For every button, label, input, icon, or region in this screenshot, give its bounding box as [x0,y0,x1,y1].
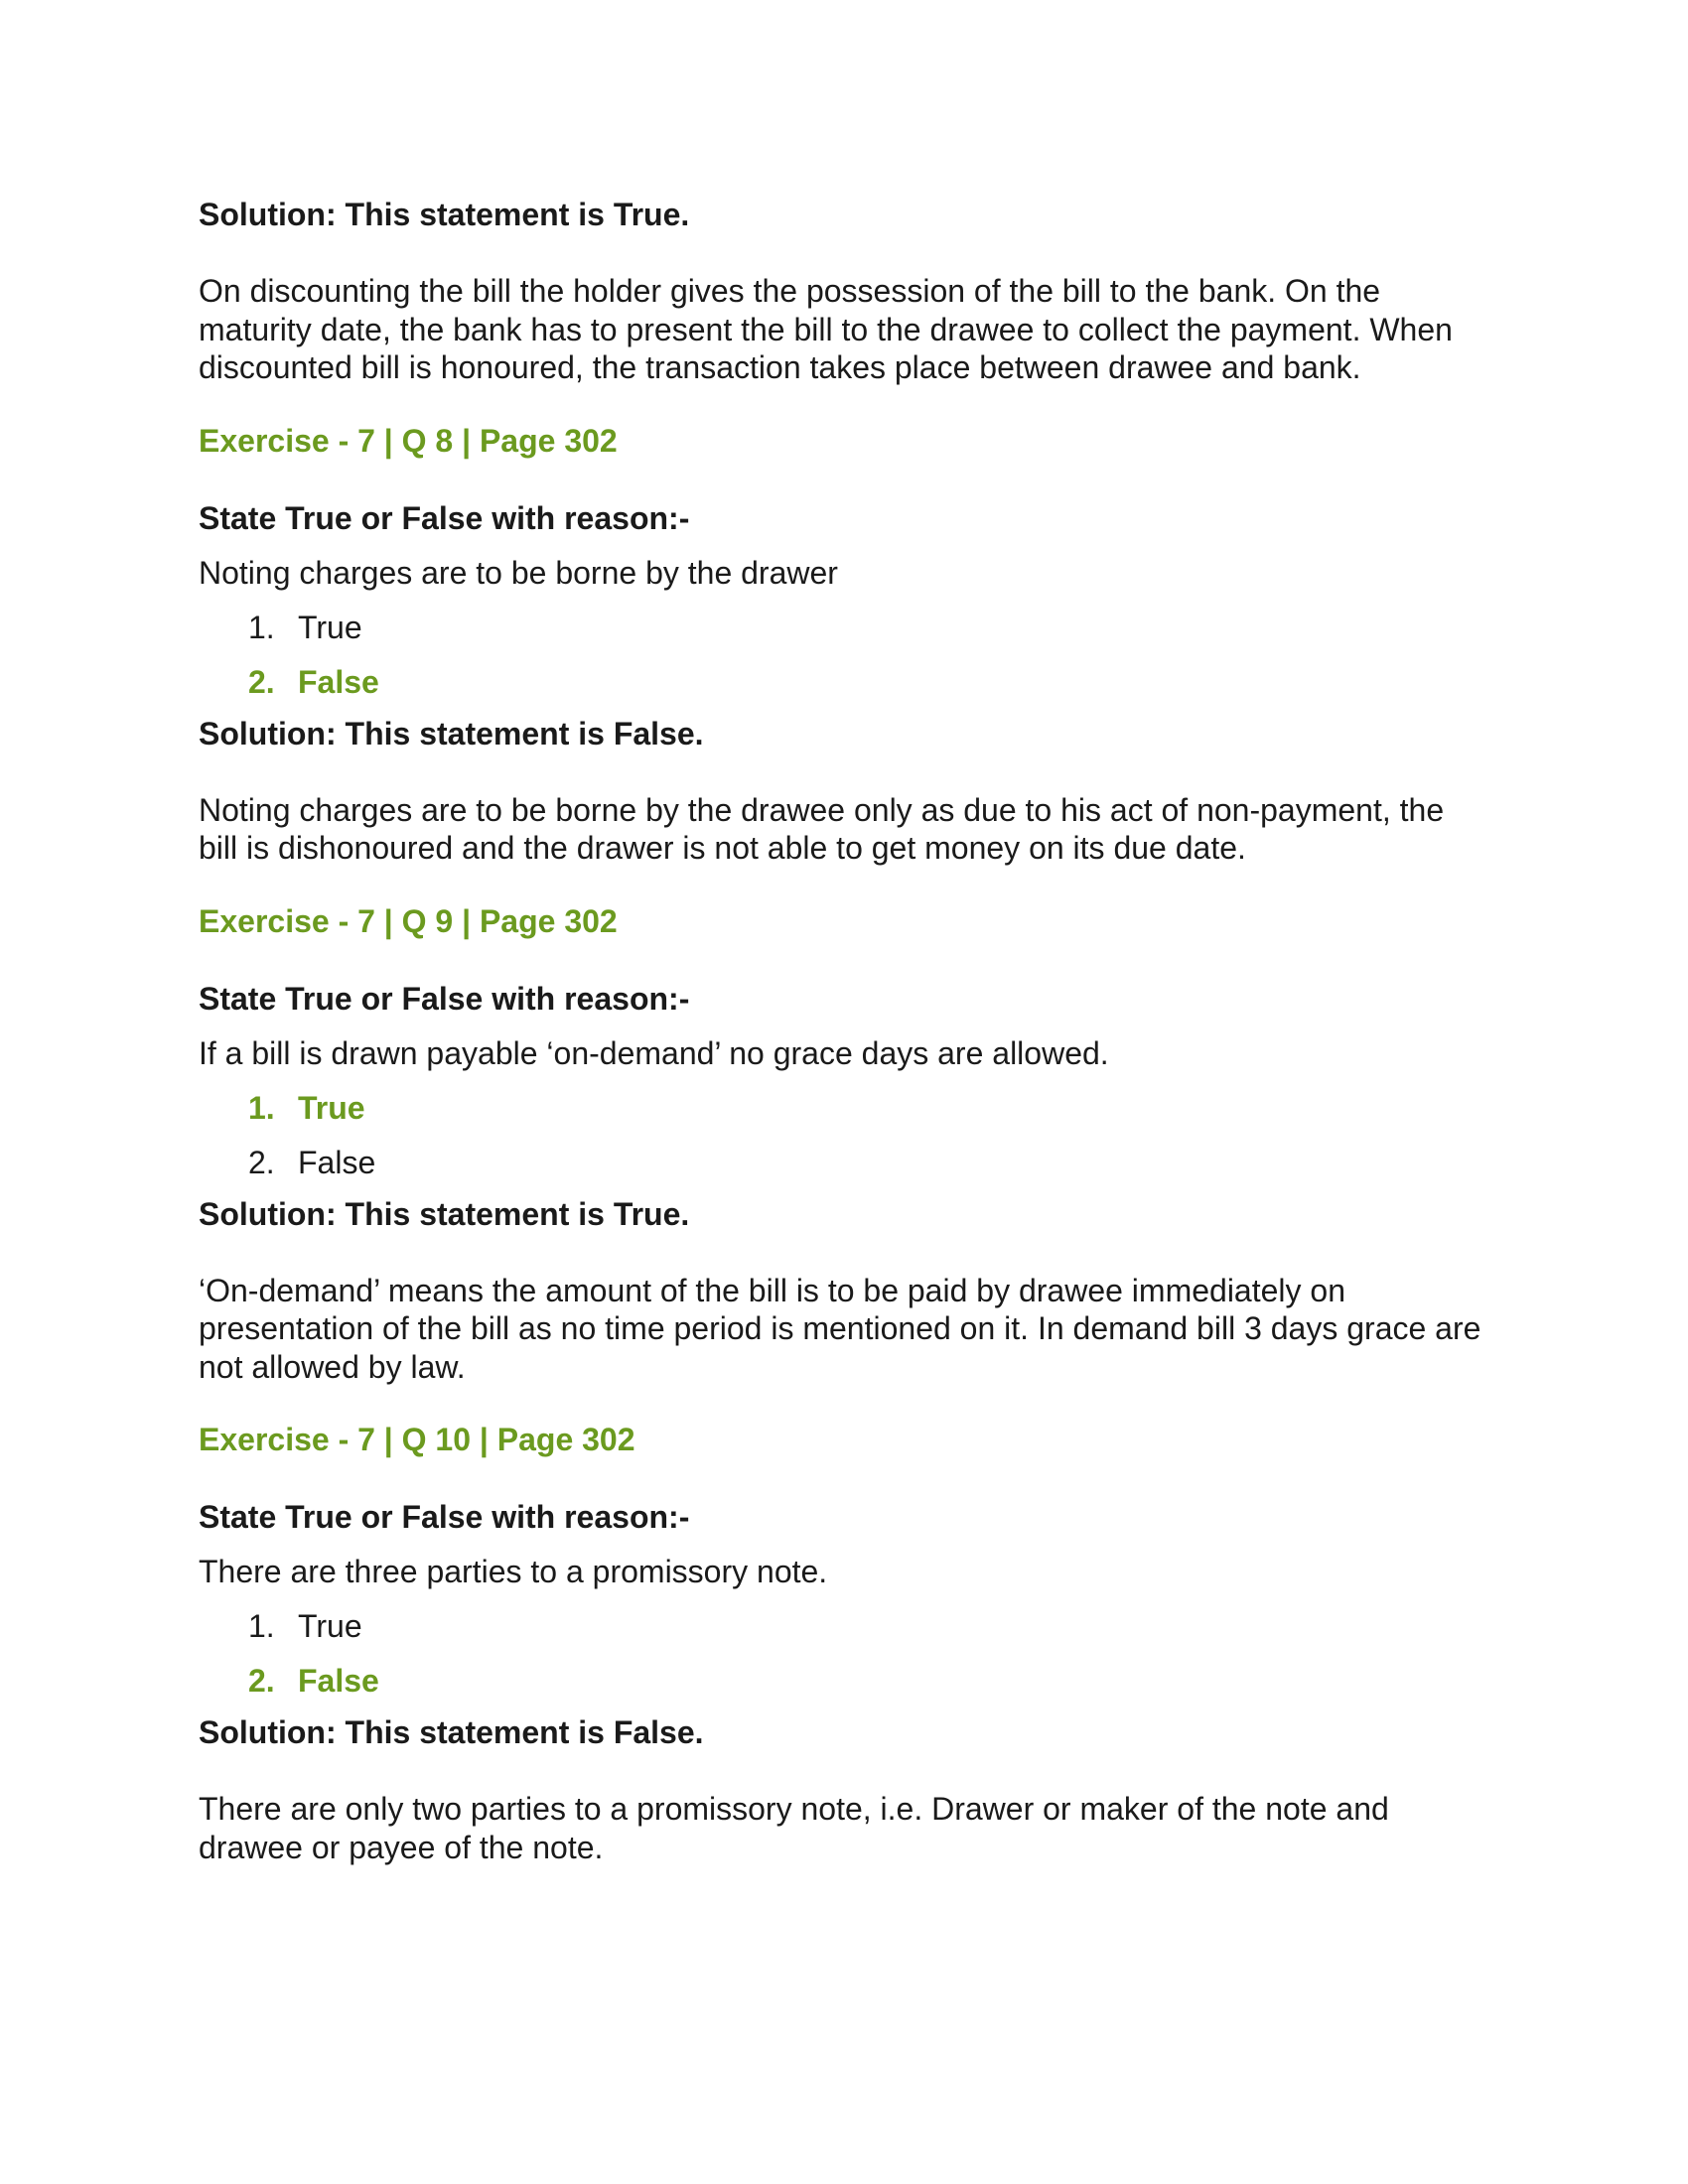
exercise-heading: Exercise - 7 | Q 9 | Page 302 [199,902,618,939]
option-label: False [298,1144,376,1180]
option-number: 2. [248,1144,275,1180]
document-page [199,195,1489,1866]
option-item-correct [248,662,1489,702]
solution-title: Solution: This statement is False. [199,1714,704,1750]
option-item [248,1143,1489,1182]
solution-explanation: There are only two parties to a promissory note, i.e. Drawer or maker of the note and drawee or payee of the note. [199,1791,1389,1865]
option-item-correct [248,1661,1489,1701]
solution-title: Solution: This statement is True. [199,1195,690,1232]
option-number: 1. [248,609,275,645]
exercise-q10 [199,1420,1489,1866]
option-label: True [298,609,362,645]
question-text: Noting charges are to be borne by the drawer [199,554,838,591]
option-label: False [298,1663,379,1699]
question-text: There are three parties to a promissory note. [199,1554,828,1589]
question-prompt: State True or False with reason:- [199,499,690,536]
option-item [248,608,1489,647]
exercise-heading: Exercise - 7 | Q 8 | Page 302 [199,422,618,459]
solution-block-previous [199,195,1489,387]
solution-title: Solution: This statement is True. [199,197,690,232]
option-item [248,1606,1489,1646]
option-number: 1. [248,1089,275,1126]
question-text: If a bill is drawn payable ‘on-demand’ no grace days are allowed. [199,1034,1109,1071]
exercise-q9 [199,901,1489,1387]
question-prompt: State True or False with reason:- [199,1499,690,1535]
answer-options [199,608,1489,702]
option-number: 1. [248,1608,275,1644]
solution-explanation: Noting charges are to be borne by the drawee only as due to his act of non-payment, the bill is dishonoured and the drawer is not able to get money on its due date. [199,791,1445,866]
option-label: True [298,1089,365,1126]
question-prompt: State True or False with reason:- [199,980,690,1017]
option-label: True [298,1608,362,1644]
solution-explanation: On discounting the bill the holder gives the possession of the bill to the bank. On the maturity date, the bank has to present the bill to the drawee to collect the payment. When discounted bill is honoured, the transaction takes place between drawee and bank. [199,273,1453,385]
exercise-heading: Exercise - 7 | Q 10 | Page 302 [199,1422,635,1457]
answer-options [199,1606,1489,1701]
answer-options [199,1088,1489,1182]
option-item-correct [248,1088,1489,1128]
option-label: False [298,663,379,700]
option-number: 2. [248,663,275,700]
solution-explanation: ‘On-demand’ means the amount of the bill is to be paid by drawee immediately on presentation of the bill as no time period is mentioned on it. In demand bill 3 days grace are not allowed by law. [199,1272,1481,1385]
option-number: 2. [248,1663,275,1699]
exercise-q8 [199,421,1489,868]
solution-title: Solution: This statement is False. [199,715,704,751]
